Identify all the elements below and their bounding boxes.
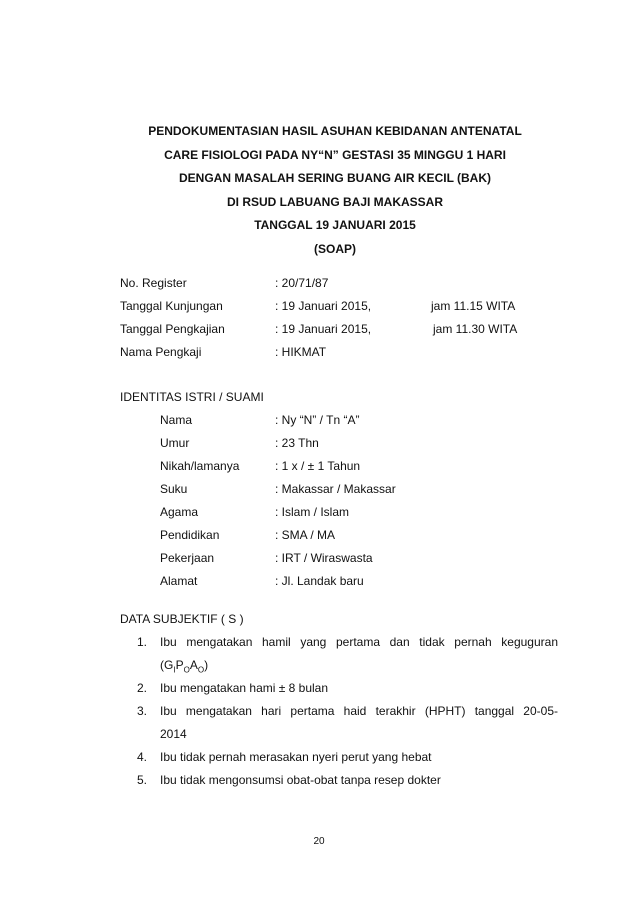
identity-value: : 23 Thn (275, 436, 319, 450)
identity-value: : Jl. Landak baru (275, 574, 364, 588)
list-item-number: 4. (137, 750, 148, 764)
title-line-5: TANGGAL 19 JANUARI 2015 (254, 218, 416, 232)
visit-date-label: Tanggal Kunjungan (120, 299, 223, 313)
identity-label: Nama (160, 413, 193, 427)
identity-value: : Makassar / Makassar (275, 482, 396, 496)
assessor-label: Nama Pengkaji (120, 345, 202, 359)
document-title (120, 120, 550, 261)
assessment-time-value: jam 11.30 WITA (433, 322, 518, 336)
list-item: Ibu mengatakan hami ± 8 bulan (160, 681, 329, 695)
list-item: Ibu tidak pernah merasakan nyeri perut yang hebat (160, 750, 432, 764)
list-item-number: 2. (137, 681, 148, 695)
identity-label: Agama (160, 505, 199, 519)
list-item-number: 1. (137, 635, 148, 649)
obstetric-code-part: ) (204, 658, 209, 672)
title-line-2: CARE FISIOLOGI PADA NY“N” GESTASI 35 MINGGU 1 HARI (164, 147, 506, 162)
identity-label: Nikah/lamanya (160, 459, 240, 473)
identity-value: : Ny “N” / Tn “A” (275, 413, 360, 427)
identity-label: Pendidikan (160, 528, 220, 542)
title-line-6: (SOAP) (314, 241, 356, 256)
list-item: Ibu tidak mengonsumsi obat-obat tanpa resep dokter (160, 773, 441, 787)
obstetric-code-sub: I (173, 665, 176, 675)
identity-value: : 1 x / ± 1 Tahun (275, 459, 361, 473)
identity-label: Pekerjaan (160, 551, 215, 565)
obstetric-code-part: A (189, 658, 198, 672)
title-line-4: DI RSUD LABUANG BAJI MAKASSAR (226, 194, 443, 209)
title-line-1: PENDOKUMENTASIAN HASIL ASUHAN KEBIDANAN ANTENATAL (148, 124, 522, 138)
title-line-3: DENGAN MASALAH SERING BUANG AIR KECIL (BAK) (179, 171, 491, 185)
page-number: 20 (313, 836, 325, 847)
list-item-number: 3. (137, 704, 148, 718)
identity-value: : SMA / MA (275, 528, 336, 542)
identity-label: Alamat (160, 574, 198, 588)
obstetric-code-part: P (175, 658, 184, 672)
subjective-heading: DATA SUBJEKTIF ( S ) (120, 612, 244, 626)
list-item: Ibu mengatakan hamil yang pertama dan tidak pernah keguguran (160, 635, 558, 649)
list-item-number: 5. (137, 773, 148, 787)
obstetric-code-sub: O (183, 665, 190, 675)
visit-time-value: jam 11.15 WITA (431, 299, 516, 313)
identity-heading: IDENTITAS ISTRI / SUAMI (120, 390, 264, 404)
identity-value: : IRT / Wiraswasta (275, 551, 373, 565)
list-item-continuation: 2014 (160, 727, 187, 741)
list-item-continuation (160, 658, 208, 674)
identity-label: Umur (160, 436, 190, 450)
assessment-date-value: : 19 Januari 2015, (275, 322, 372, 336)
obstetric-code-part: (G (160, 658, 174, 672)
obstetric-code-sub: O (197, 665, 205, 675)
list-item: Ibu mengatakan hari pertama haid terakhir (HPHT) tanggal 20-05- (160, 704, 558, 718)
register-label: No. Register (120, 276, 187, 290)
identity-label: Suku (160, 482, 188, 496)
assessment-date-label: Tanggal Pengkajian (120, 322, 225, 336)
identity-value: : Islam / Islam (275, 505, 350, 519)
assessor-value: : HIKMAT (275, 345, 327, 359)
register-value: : 20/71/87 (275, 276, 329, 290)
visit-date-value: : 19 Januari 2015, (275, 299, 372, 313)
